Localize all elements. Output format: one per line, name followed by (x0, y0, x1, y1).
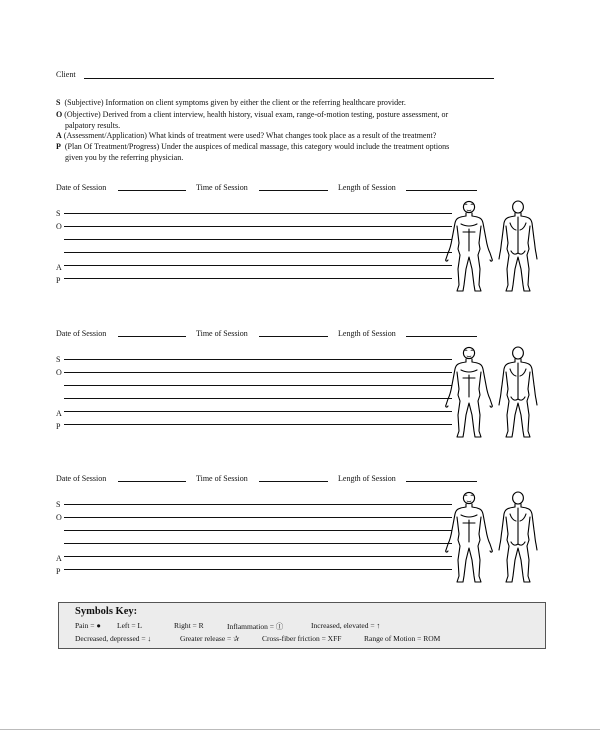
note-line[interactable] (64, 504, 452, 505)
date-of-session-label: Date of Session (56, 329, 107, 338)
body-back-figure[interactable] (490, 199, 546, 298)
body-front-figure[interactable] (441, 199, 497, 298)
note-line[interactable] (64, 517, 452, 518)
key-greater-release: Greater release = ✰ (180, 634, 240, 643)
date-of-session-label: Date of Session (56, 474, 107, 483)
note-line[interactable] (64, 213, 452, 214)
soap-letter-o: O (56, 368, 62, 377)
client-label: Client (56, 70, 76, 79)
legend-o: O (Objective) Derived from a client interview, health history, visual exam, range-of-motion testing, posture assessment, or (56, 110, 449, 119)
soap-letter-p: P (56, 276, 61, 285)
legend-p-cont: given you by the referring physician. (65, 153, 184, 162)
soap-letter-p: P (56, 567, 61, 576)
key-pain: Pain = ● (75, 621, 101, 630)
note-line[interactable] (64, 239, 452, 240)
note-line[interactable] (64, 359, 452, 360)
length-of-session-field[interactable] (406, 336, 477, 337)
symbols-key-title: Symbols Key: (75, 606, 138, 617)
note-line[interactable] (64, 411, 452, 412)
body-front-figure[interactable] (441, 490, 497, 589)
legend-o-cont: palpatory results. (65, 121, 121, 130)
note-line[interactable] (64, 265, 452, 266)
time-of-session-field[interactable] (259, 190, 328, 191)
client-field[interactable] (84, 78, 494, 79)
key-inflammation: Inflammation = Ⓘ (227, 622, 284, 631)
note-line[interactable] (64, 252, 452, 253)
length-of-session-label: Length of Session (338, 329, 396, 338)
date-of-session-field[interactable] (118, 190, 186, 191)
note-line[interactable] (64, 556, 452, 557)
note-line[interactable] (64, 398, 452, 399)
note-line[interactable] (64, 569, 452, 570)
body-front-figure[interactable] (441, 345, 497, 444)
time-of-session-field[interactable] (259, 481, 328, 482)
soap-letter-p: P (56, 422, 61, 431)
soap-letter-o: O (56, 513, 62, 522)
key-increased: Increased, elevated = ↑ (311, 621, 381, 630)
note-line[interactable] (64, 530, 452, 531)
length-of-session-field[interactable] (406, 190, 477, 191)
key-right: Right = R (174, 621, 204, 630)
note-line[interactable] (64, 424, 452, 425)
legend-s: S (Subjective) Information on client symptoms given by either the client or the referring healthcare provider. (56, 98, 406, 107)
key-rom: Range of Motion = ROM (364, 634, 441, 643)
date-of-session-field[interactable] (118, 481, 186, 482)
date-of-session-field[interactable] (118, 336, 186, 337)
key-cross-fiber: Cross-fiber friction = XFF (262, 634, 342, 643)
note-line[interactable] (64, 543, 452, 544)
length-of-session-label: Length of Session (338, 474, 396, 483)
note-line[interactable] (64, 278, 452, 279)
note-line[interactable] (64, 385, 452, 386)
date-of-session-label: Date of Session (56, 183, 107, 192)
soap-letter-s: S (56, 355, 61, 364)
time-of-session-field[interactable] (259, 336, 328, 337)
soap-letter-a: A (56, 263, 62, 272)
body-back-figure[interactable] (490, 490, 546, 589)
time-of-session-label: Time of Session (196, 183, 248, 192)
length-of-session-field[interactable] (406, 481, 477, 482)
key-left: Left = L (117, 621, 143, 630)
time-of-session-label: Time of Session (196, 329, 248, 338)
length-of-session-label: Length of Session (338, 183, 396, 192)
soap-letter-a: A (56, 554, 62, 563)
key-decreased: Decreased, depressed = ↓ (75, 634, 152, 643)
symbols-key (58, 602, 546, 649)
soap-letter-s: S (56, 209, 61, 218)
note-line[interactable] (64, 226, 452, 227)
soap-letter-s: S (56, 500, 61, 509)
note-line[interactable] (64, 372, 452, 373)
soap-letter-a: A (56, 409, 62, 418)
legend-a: A (Assessment/Application) What kinds of treatment were used? What changes took place as a result of the treatment? (56, 131, 437, 140)
time-of-session-label: Time of Session (196, 474, 248, 483)
legend-p: P (Plan Of Treatment/Progress) Under the auspices of medical massage, this category would include the treatment options (56, 142, 450, 151)
body-back-figure[interactable] (490, 345, 546, 444)
soap-letter-o: O (56, 222, 62, 231)
